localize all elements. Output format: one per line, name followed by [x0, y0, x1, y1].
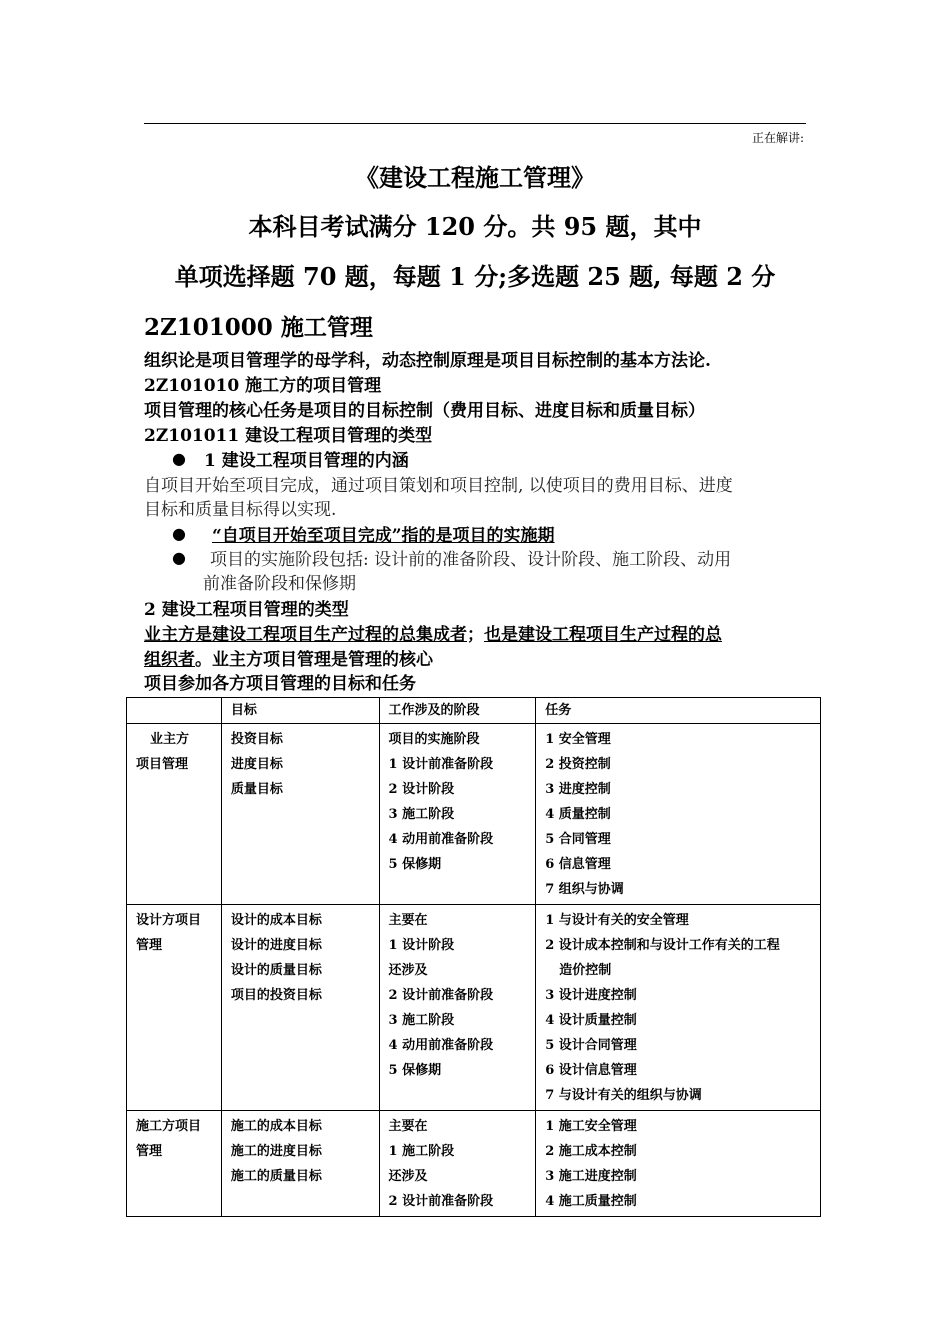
tasks-cell: [536, 905, 821, 1111]
stage-item: 2 设计阶段: [388, 782, 455, 797]
owner-organizer-text: 也是建设工程项目生产过程的总: [484, 625, 722, 645]
header-cell-tasks: 任务: [536, 698, 821, 724]
exam-info-line-2: 单项选择题 70 题，每题 1 分;多选题 25 题, 每题 2 分: [174, 262, 776, 291]
subheading-2z101010: 2Z101010 施工方的项目管理: [144, 376, 382, 396]
goal-item: 设计的进度目标: [230, 938, 322, 953]
party-label: 业主方: [150, 732, 190, 747]
stage-item: 3 施工阶段: [388, 1013, 455, 1028]
paragraph-core-task: 项目管理的核心任务是项目的目标控制（费用目标、进度目标和质量目标）: [144, 401, 705, 421]
task-item: 4 质量控制: [545, 807, 611, 822]
party-cell: [127, 1111, 222, 1217]
stage-item: 4 动用前准备阶段: [388, 832, 494, 847]
task-item: 3 设计进度控制: [545, 988, 637, 1003]
table-row-owner: [127, 724, 821, 905]
stage-item: 1 设计前准备阶段: [388, 757, 494, 772]
task-item: 7 与设计有关的组织与协调: [545, 1088, 702, 1103]
task-item: 5 合同管理: [545, 832, 611, 847]
stage-item: 3 施工阶段: [388, 807, 455, 822]
paragraph-definition-line-2: 目标和质量目标得以实现.: [144, 500, 337, 520]
bullet-item-implementation-period: “自项目开始至项目完成”指的是项目的实施期: [212, 526, 555, 546]
goal-item: 施工的进度目标: [230, 1144, 322, 1159]
bullet-item-stages-line-1: 项目的实施阶段包括: 设计前的准备阶段、设计阶段、施工阶段、动用: [210, 550, 732, 570]
goals-cell: [221, 905, 379, 1111]
owner-core-text: 。业主方项目管理是管理的核心: [195, 650, 433, 670]
task-item: 2 施工成本控制: [545, 1144, 637, 1159]
task-item: 1 施工安全管理: [545, 1119, 637, 1134]
paragraph-organization-theory: 组织论是项目管理学的母学科，动态控制原理是项目目标控制的基本方法论.: [144, 351, 711, 371]
goal-item: 设计的质量目标: [230, 963, 322, 978]
stage-item: 项目的实施阶段: [388, 732, 480, 747]
task-item-continuation: 造价控制: [559, 963, 612, 978]
section-heading: 2Z101000 施工管理: [144, 314, 373, 341]
table-caption: 项目参加各方项目管理的目标和任务: [144, 674, 416, 694]
task-item: 1 安全管理: [545, 732, 611, 747]
party-label: 施工方项目: [136, 1119, 202, 1134]
party-label: 管理: [136, 1144, 163, 1159]
party-label: 设计方项目: [136, 913, 202, 928]
owner-integrator-text: 业主方是建设工程项目生产过程的总集成者: [144, 625, 467, 645]
bullet-item-stages-line-2: 前准备阶段和保修期: [203, 574, 356, 594]
task-item: 3 施工进度控制: [545, 1169, 637, 1184]
party-cell: [127, 724, 222, 905]
goal-item: 施工的质量目标: [230, 1169, 322, 1184]
task-item: 4 设计质量控制: [545, 1013, 637, 1028]
goal-item: 投资目标: [230, 732, 283, 747]
doc-title: 《建设工程施工管理》: [355, 163, 595, 192]
table-row-designer: [127, 905, 821, 1111]
header-note: 正在解讲:: [751, 131, 804, 145]
tasks-cell: [536, 724, 821, 905]
stages-cell: [379, 905, 536, 1111]
owner-separator: ；: [467, 625, 484, 645]
paragraph-owner-line-2: [144, 648, 433, 672]
subheading-2z101011: 2Z101011 建设工程项目管理的类型: [144, 426, 433, 446]
stage-item: 1 施工阶段: [388, 1144, 455, 1159]
exam-info-line-1: 本科目考试满分 120 分。共 95 题，其中: [248, 212, 702, 241]
goals-cell: [221, 724, 379, 905]
header-cell-stages: 工作涉及的阶段: [379, 698, 536, 724]
stage-item: 5 保修期: [388, 1063, 442, 1078]
task-item: 6 信息管理: [545, 857, 611, 872]
tasks-cell: [536, 1111, 821, 1217]
task-item: 3 进度控制: [545, 782, 611, 797]
task-item: 1 与设计有关的安全管理: [545, 913, 689, 928]
stage-item: 还涉及: [388, 963, 428, 978]
task-item: 2 投资控制: [545, 757, 611, 772]
goal-item: 项目的投资目标: [230, 988, 322, 1003]
stage-item: 2 设计前准备阶段: [388, 1194, 494, 1209]
stage-item: 5 保修期: [388, 857, 442, 872]
goal-item: 设计的成本目标: [230, 913, 322, 928]
goals-cell: [221, 1111, 379, 1217]
task-item: 5 设计合同管理: [545, 1038, 637, 1053]
goal-item: 质量目标: [230, 782, 283, 797]
table-row-contractor: [127, 1111, 821, 1217]
stage-item: 主要在: [388, 1119, 428, 1134]
project-management-table: [126, 697, 821, 1217]
party-label: 项目管理: [136, 757, 189, 772]
bullet-dot: ●: [172, 548, 186, 567]
bullet-dot: ●: [172, 524, 186, 543]
table-header-row: [127, 698, 821, 724]
header-cell-goals: 目标: [221, 698, 379, 724]
task-item: 6 设计信息管理: [545, 1063, 637, 1078]
goal-item: 进度目标: [230, 757, 283, 772]
stage-item: 还涉及: [388, 1169, 428, 1184]
party-cell: [127, 905, 222, 1111]
stage-item: 2 设计前准备阶段: [388, 988, 494, 1003]
stage-item: 4 动用前准备阶段: [388, 1038, 494, 1053]
task-item: 7 组织与协调: [545, 882, 624, 897]
task-item: 4 施工质量控制: [545, 1194, 637, 1209]
goal-item: 施工的成本目标: [230, 1119, 322, 1134]
stages-cell: [379, 1111, 536, 1217]
paragraph-owner-line-1: [144, 623, 722, 647]
paragraph-definition-line-1: 自项目开始至项目完成，通过项目策划和项目控制, 以使项目的费用目标、进度: [144, 476, 733, 496]
stage-item: 主要在: [388, 913, 428, 928]
task-item: 2 设计成本控制和与设计工作有关的工程: [545, 938, 780, 953]
header-rule: [144, 123, 806, 124]
party-label: 管理: [136, 938, 163, 953]
stages-cell: [379, 724, 536, 905]
owner-organizer-text-end: 组织者: [144, 650, 195, 670]
bullet-dot: ●: [172, 449, 186, 468]
header-cell-party: [127, 698, 222, 724]
subheading-management-types: 2 建设工程项目管理的类型: [144, 600, 349, 620]
stage-item: 1 设计阶段: [388, 938, 455, 953]
bullet-item-connotation: 1 建设工程项目管理的内涵: [204, 451, 409, 471]
